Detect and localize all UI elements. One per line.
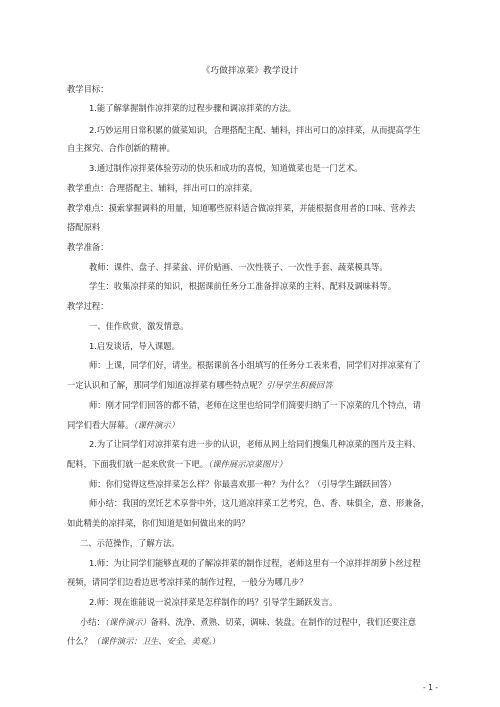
text-line: 师：刚才同学们回答的都不错，老师在这里也给同学们简要归纳了一下凉菜的几个特点，请 <box>89 400 421 410</box>
text-line: 教学准备： <box>67 242 109 252</box>
text-line: 1.师：为让同学们能够直观的了解凉拌菜的制作过程，老师这里有一个凉拌拌胡萝卜丝过程 <box>89 558 421 568</box>
text-line: 一定认识和了解，那同学们知道凉拌菜有哪些特点呢？引导学生积极回答 <box>67 380 333 390</box>
text-line: 教学目标： <box>67 84 109 94</box>
text-line: 1.能了解掌握制作凉拌菜的过程步骤和调凉拌菜的方法。 <box>89 103 297 113</box>
text-line: 视频，请同学们边看边思考凉拌菜的制作过程，一般分为哪几步？ <box>67 577 308 587</box>
text-line: 搭配原料 <box>67 222 101 232</box>
page-number: - 1 - <box>423 683 438 692</box>
text-line: 教学重点：合理搭配主、辅料，拌出可口的凉拌菜。 <box>67 183 258 193</box>
text-line: 教学难点：摸索掌握调料的用量，知道哪些原料适合做凉拌菜，并能根据食用者的口味、营养去 <box>67 203 416 213</box>
text-line: 如此精美的凉拌菜，你们知道是如何做出来的吗？ <box>67 518 250 528</box>
text-line: 师小结：我国的烹饪艺术享誉中外，这几道凉拌菜工艺考究，色、香、味俱全，意、形兼备， <box>89 498 430 508</box>
text-line: 师：上课，同学们好，请坐。根据课前各小组填写的任务分工表来看，同学们对拌凉菜有了 <box>89 360 421 370</box>
text-line: 3.通过制作凉拌菜体验劳动的快乐和成功的喜悦，知道做菜也是一门艺术。 <box>89 163 363 173</box>
text-line: 配料，下面我们就一起来欣赏一下吧。（课件展示凉菜图片） <box>67 459 287 469</box>
text-line: 2.为了让同学们对凉拌菜有进一步的认识，老师从网上给同们搜集几种凉菜的图片及主料、 <box>89 439 421 449</box>
text-line: 小结：（课件演示）备料、洗净、煮熟、切菜，调味、装盘。在制作的过程中，我们还要注意 <box>80 617 417 627</box>
text-line: 1.启发谈话，导入课题。 <box>89 341 180 351</box>
text-line: 二、示范操作，了解方法。 <box>80 538 180 548</box>
text-line: 什么？（课件演示：卫生、安全、美观。） <box>67 636 221 646</box>
text-line: 2.师：现在谁能说一说凉拌菜是怎样制作的吗？引导学生踊跃发言。 <box>89 597 338 607</box>
text-line: 自主探究、合作创新的精神。 <box>67 143 175 153</box>
text-line: 教师：课件、盘子、拌菜盆、评价贴画、一次性筷子、一次性手套、蔬菜模具等。 <box>89 262 388 272</box>
text-line: 师：你们觉得这些凉拌菜怎么样？你最喜欢那一种？为什么？（引导学生踊跃回答） <box>89 479 396 489</box>
text-line: 学生：收集凉拌菜的知识，根据课前任务分工准备拌凉菜的主料、配料及调味料等。 <box>89 281 396 291</box>
text-line: 一、佳作欣赏，激发情意。 <box>89 321 189 331</box>
text-line: 2.巧妙运用日常积累的做菜知识，合理搭配主配、辅料，拌出可口的凉拌菜，从而提高学生 <box>89 125 421 135</box>
document-title: 《巧做拌凉菜》教学设计 <box>201 66 299 76</box>
text-line: 同学们看大屏幕。（课件演示） <box>67 420 180 430</box>
text-line: 教学过程： <box>67 301 109 311</box>
